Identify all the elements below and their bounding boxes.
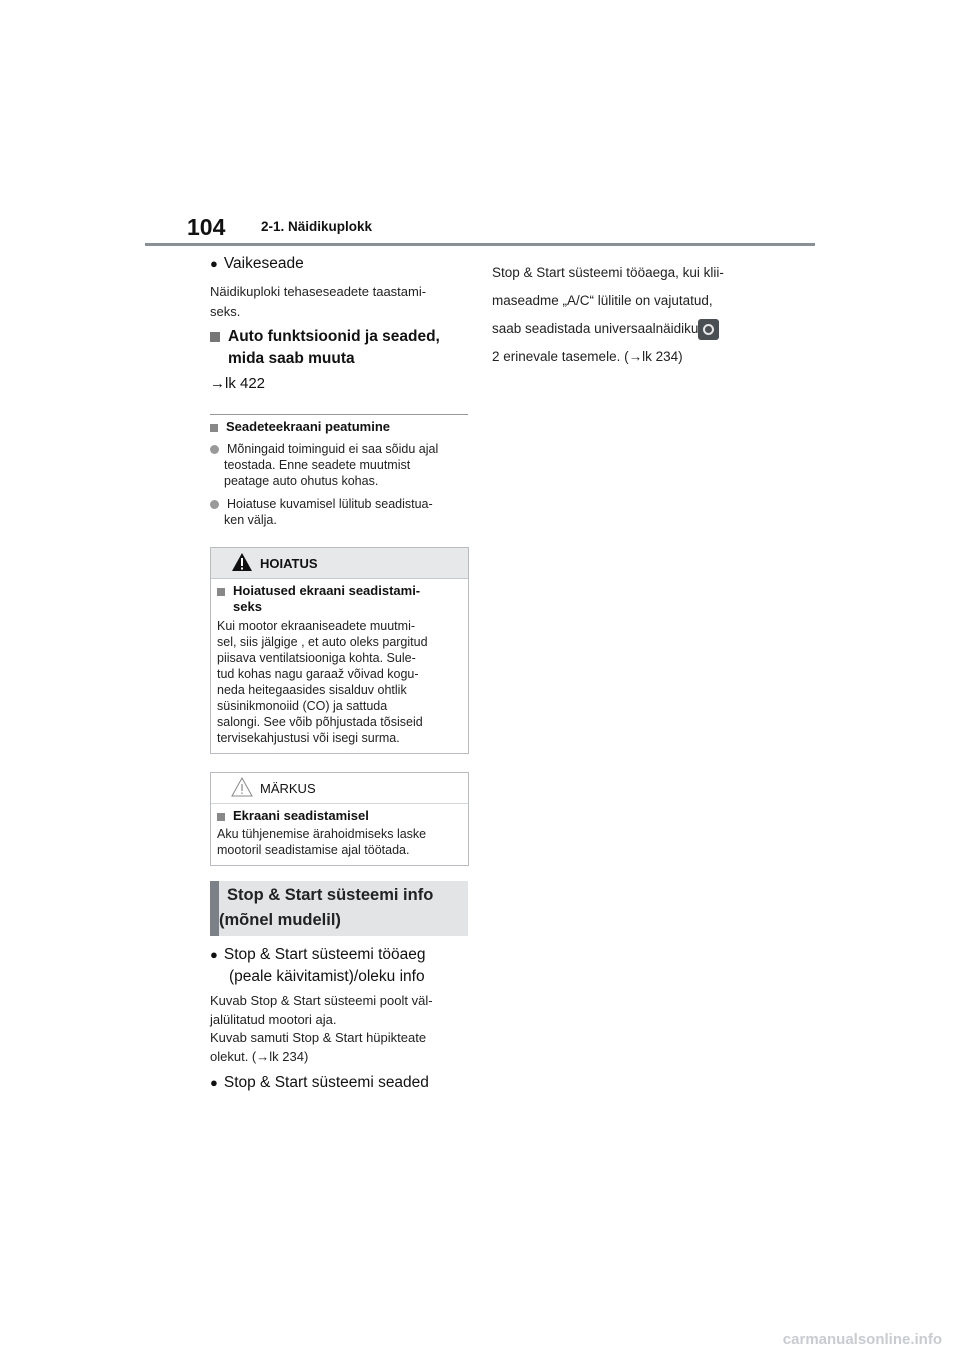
warning-heading xyxy=(217,583,462,615)
stopstart-item-1-text xyxy=(210,992,433,1066)
text-line: piisava ventilatsiooniga kohta. Sule- xyxy=(217,651,416,665)
item-title: Stop & Start süsteemi seaded xyxy=(223,1074,429,1091)
stopstart-item-1 xyxy=(210,944,425,988)
bullet-icon: ● xyxy=(210,1075,218,1090)
text-line: neda heitegaasides sisalduv ohtlik xyxy=(217,683,407,697)
auto-ref-link[interactable] xyxy=(210,375,265,392)
notice-label: MÄRKUS xyxy=(260,781,316,796)
notice-box xyxy=(210,772,469,866)
text-line: saab seadistada universaalnäidiku xyxy=(492,321,699,336)
warning-box xyxy=(210,547,469,754)
text-line: süsinikmonoiid (CO) ja sattuda xyxy=(217,699,388,713)
text-line: jalülitatud mootori aja. xyxy=(210,1011,337,1027)
heading-text: Seadeteekraani peatumine xyxy=(226,419,391,434)
vaikeseade-text xyxy=(210,282,426,322)
arrow-icon: → xyxy=(628,349,643,364)
text-line: Näidikuploki tehaseseadete taastami- xyxy=(210,284,427,299)
circle-bullet-icon xyxy=(210,445,219,454)
section-title: 2-1. Näidikuplokk xyxy=(261,219,373,234)
text-line: Stop & Start süsteemi tööaega, kui klii- xyxy=(492,265,724,280)
heading-line: Auto funktsioonid ja seaded, xyxy=(228,328,440,345)
auto-heading xyxy=(210,326,440,370)
text-line: mootoril seadistamise ajal töötada. xyxy=(217,843,410,857)
text-line: maseadme „A/C“ lülitile on vajutatud, xyxy=(492,293,713,308)
text-line: sel, siis jälgige , et auto oleks pargitud xyxy=(217,635,428,649)
heading-line: seks xyxy=(233,599,262,614)
square-bullet-icon xyxy=(217,588,225,596)
square-bullet-icon xyxy=(210,332,220,342)
text-line: Aku tühjenemise ärahoidmiseks laske xyxy=(217,827,427,841)
square-bullet-icon xyxy=(217,813,225,821)
text-line: seks. xyxy=(210,304,241,319)
item-title: (peale käivitamist)/oleku info xyxy=(229,968,425,985)
stopstart-item-2 xyxy=(210,1074,429,1092)
arrow-icon: → xyxy=(256,1048,270,1064)
note-1 xyxy=(210,441,472,489)
heading-side-bar xyxy=(210,881,219,936)
text-line: tud kohas nagu garaaž võivad kogu- xyxy=(217,667,419,681)
right-column-text xyxy=(492,259,724,371)
text-line: teostada. Enne seadete muutmist xyxy=(224,458,411,472)
stop-heading xyxy=(210,419,390,434)
heading-line: (mõnel mudelil) xyxy=(219,911,341,929)
ref-text: lk 422 xyxy=(225,375,266,392)
warning-label: HOIATUS xyxy=(260,556,318,571)
caution-triangle-icon xyxy=(231,777,253,797)
notice-body xyxy=(211,804,468,862)
text-line: Hoiatuse kuvamisel lülitub seadistua- xyxy=(227,497,433,511)
warning-text xyxy=(217,618,462,746)
text-line: Kuvab samuti Stop & Start hüpikteate xyxy=(210,1030,427,1045)
arrow-icon: → xyxy=(210,375,225,392)
ref-text[interactable]: lk 234) xyxy=(269,1048,309,1064)
notice-text xyxy=(217,826,462,858)
heading-text: Ekraani seadistamisel xyxy=(233,808,369,823)
note-2 xyxy=(210,496,472,528)
item-title: Stop & Start süsteemi tööaeg xyxy=(223,946,426,963)
heading-line: Hoiatused ekraani seadistami- xyxy=(233,583,421,598)
text-line: 2 erinevale tasemele. ( xyxy=(492,349,629,364)
text-line: Kui mootor ekraaniseadete muutmi- xyxy=(217,619,416,633)
heading-line: mida saab muuta xyxy=(228,350,355,367)
ref-text[interactable]: lk 234) xyxy=(642,349,683,364)
stopstart-heading-bar xyxy=(210,881,468,936)
watermark: carmanualsonline.info xyxy=(782,1331,942,1348)
bullet-icon: ● xyxy=(210,947,218,962)
square-bullet-icon xyxy=(210,424,218,432)
vaikeseade-item xyxy=(210,255,304,273)
text-line: tervisekahjustusi või isegi surma. xyxy=(217,731,400,745)
divider xyxy=(210,414,468,415)
text-line: ken välja. xyxy=(224,513,277,527)
notice-header xyxy=(211,773,468,804)
text-line: Kuvab Stop & Start süsteemi poolt väl- xyxy=(210,993,433,1008)
page-number: 104 xyxy=(187,214,226,240)
notice-heading xyxy=(217,808,462,824)
text-line: salongi. See võib põhjustada tõsiseid xyxy=(217,715,423,729)
warning-body xyxy=(211,579,468,750)
vaikeseade-title: Vaikeseade xyxy=(223,255,304,272)
warning-header xyxy=(211,548,468,579)
bullet-icon: ● xyxy=(210,256,218,271)
circle-bullet-icon xyxy=(210,500,219,509)
text-line: Mõningaid toiminguid ei saa sõidu ajal xyxy=(227,442,439,456)
heading-line: Stop & Start süsteemi info xyxy=(227,886,434,904)
warning-triangle-icon xyxy=(231,552,253,572)
text-line: olekut. ( xyxy=(210,1048,257,1064)
stopstart-heading xyxy=(219,883,434,933)
header-rule xyxy=(145,243,815,246)
text-line: peatage auto ohutus kohas. xyxy=(224,474,379,488)
gear-icon xyxy=(698,319,719,340)
